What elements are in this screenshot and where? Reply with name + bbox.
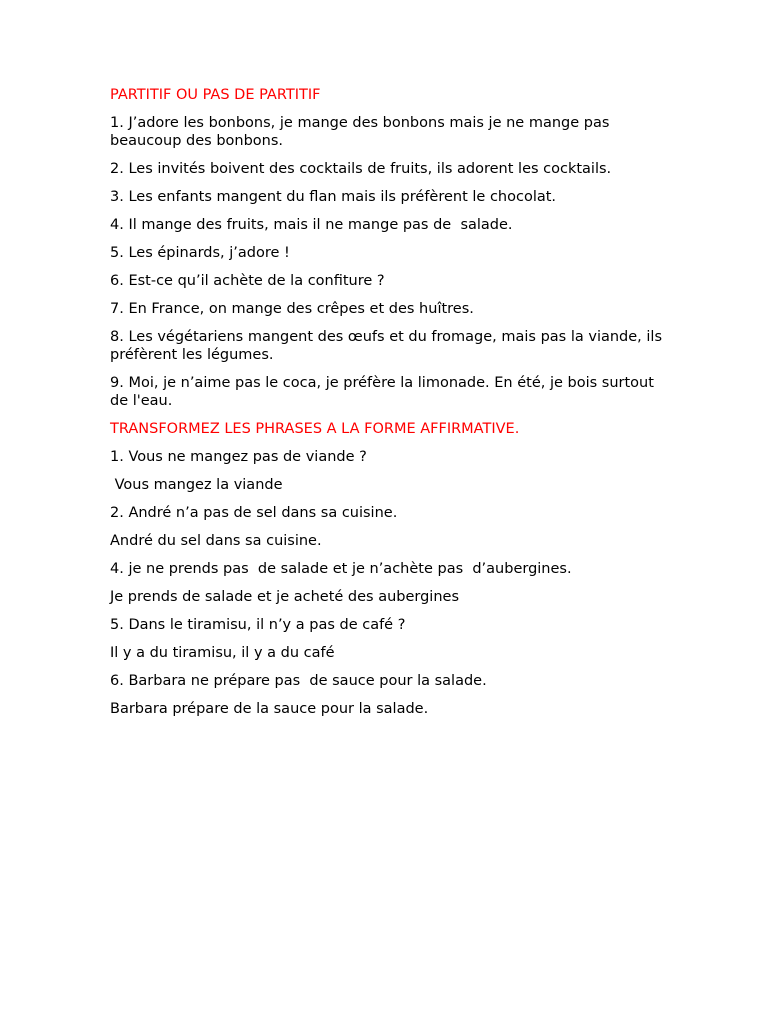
exercise-item: 2. Les invités boivent des cocktails de fruits, ils adorent les cocktails. bbox=[110, 161, 612, 177]
exercise-item: 1. J’adore les bonbons, je mange des bonbons mais je ne mange pas beaucoup des bonbons. bbox=[110, 115, 615, 149]
answer-line: Il y a du tiramisu, il y a du café bbox=[110, 645, 335, 661]
answer-line: Je prends de salade et je acheté des aubergines bbox=[110, 589, 460, 605]
question-line: 5. Dans le tiramisu, il n’y a pas de café ? bbox=[110, 617, 406, 633]
question-line: 2. André n’a pas de sel dans sa cuisine. bbox=[110, 505, 398, 521]
section-title-transformez: TRANSFORMEZ LES PHRASES A LA FORME AFFIRMATIVE. bbox=[110, 421, 520, 437]
question-line: 1. Vous ne mangez pas de viande ? bbox=[110, 449, 367, 465]
question-line: 6. Barbara ne prépare pas de sauce pour la salade. bbox=[110, 673, 487, 689]
answer-line: Barbara prépare de la sauce pour la salade. bbox=[110, 701, 429, 717]
section-title-partitif: PARTITIF OU PAS DE PARTITIF bbox=[110, 87, 321, 103]
exercise-item: 8. Les végétariens mangent des œufs et du fromage, mais pas la viande, ils préfèrent les légumes. bbox=[110, 329, 667, 363]
document-page bbox=[110, 86, 670, 728]
exercise-item: 5. Les épinards, j’adore ! bbox=[110, 245, 290, 261]
exercise-item: 7. En France, on mange des crêpes et des huîtres. bbox=[110, 301, 474, 317]
answer-line: Vous mangez la viande bbox=[110, 477, 283, 493]
question-line: 4. je ne prends pas de salade et je n’achète pas d’aubergines. bbox=[110, 561, 572, 577]
exercise-item: 9. Moi, je n’aime pas le coca, je préfère la limonade. En été, je bois surtout de l'eau. bbox=[110, 375, 659, 409]
exercise-item: 4. Il mange des fruits, mais il ne mange pas de salade. bbox=[110, 217, 513, 233]
exercise-item: 6. Est-ce qu’il achète de la confiture ? bbox=[110, 273, 385, 289]
exercise-item: 3. Les enfants mangent du flan mais ils préfèrent le chocolat. bbox=[110, 189, 557, 205]
answer-line: André du sel dans sa cuisine. bbox=[110, 533, 322, 549]
